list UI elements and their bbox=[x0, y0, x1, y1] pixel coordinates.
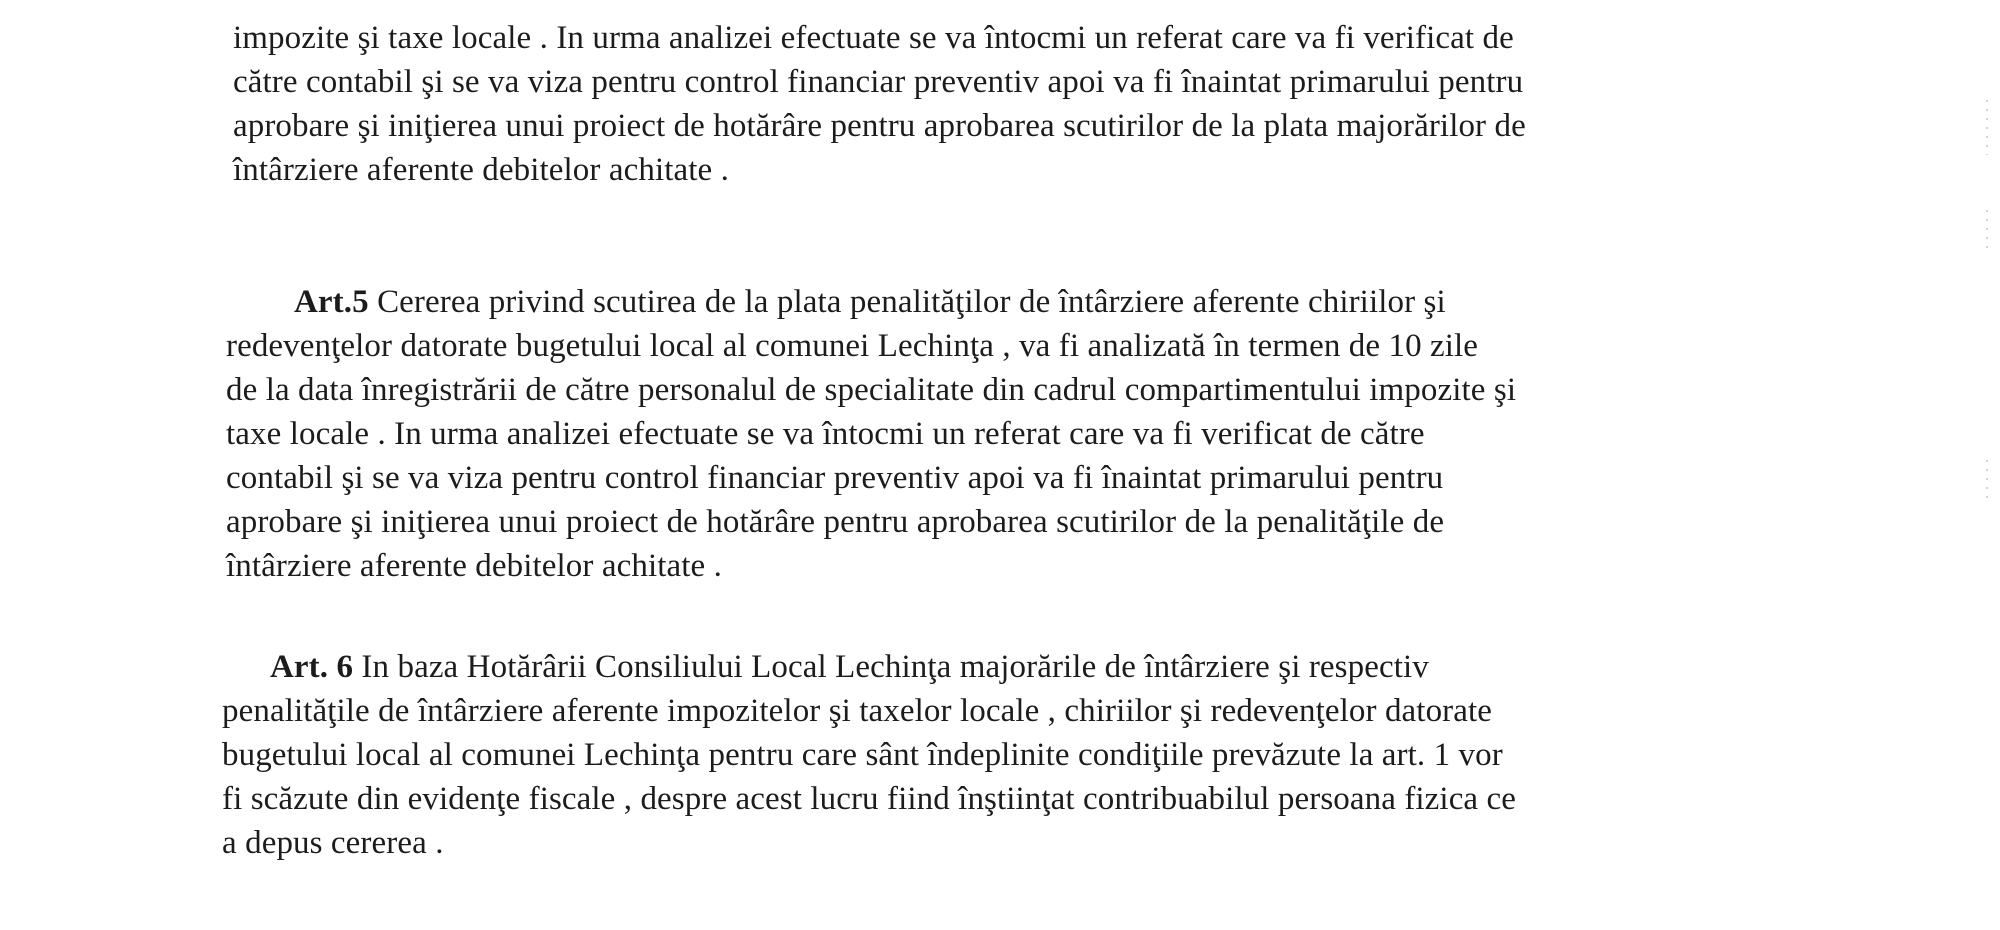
text-line: bugetului local al comunei Lechinţa pentru care sânt îndeplinite condiţiile prevăzute la art. 1 vor bbox=[222, 737, 1503, 773]
paragraph-continuation bbox=[233, 16, 1526, 192]
scan-artifact bbox=[1986, 100, 1988, 155]
scan-artifact bbox=[1986, 210, 1988, 250]
text-line: contabil şi se va viza pentru control financiar preventiv apoi va fi înaintat primarului pentru bbox=[226, 460, 1444, 496]
article-label: Art.5 bbox=[294, 284, 369, 320]
article-5-paragraph bbox=[226, 280, 1516, 588]
text-line: întârziere aferente debitelor achitate . bbox=[233, 152, 729, 188]
text-line: întârziere aferente debitelor achitate . bbox=[226, 548, 722, 584]
text-line bbox=[226, 280, 1516, 324]
article-text: Cererea privind scutirea de la plata penalităţilor de întârziere aferente chiriilor şi bbox=[368, 284, 1446, 320]
text-line bbox=[222, 645, 1516, 689]
article-6-paragraph bbox=[222, 645, 1516, 865]
text-line: a depus cererea . bbox=[222, 825, 444, 861]
text-line: către contabil şi se va viza pentru control financiar preventiv apoi va fi înaintat primarului pentru bbox=[233, 64, 1524, 100]
article-text: In baza Hotărârii Consiliului Local Lechinţa majorările de întârziere şi respectiv bbox=[353, 649, 1429, 685]
text-line: aprobare şi iniţierea unui proiect de hotărâre pentru aprobarea scutirilor de la plata majorărilor de bbox=[233, 108, 1526, 144]
text-line: penalităţile de întârziere aferente impozitelor şi taxelor locale , chiriilor şi redevenţelor datorate bbox=[222, 693, 1493, 729]
scan-artifact bbox=[1986, 460, 1988, 505]
text-line: aprobare şi iniţierea unui proiect de hotărâre pentru aprobarea scutirilor de la penalităţile de bbox=[226, 504, 1445, 540]
text-line: fi scăzute din evidenţe fiscale , despre acest lucru fiind înştiinţat contribuabilul persoana fizica ce bbox=[222, 781, 1517, 817]
text-line: taxe locale . In urma analizei efectuate se va întocmi un referat care va fi verificat de către bbox=[226, 416, 1425, 452]
text-line: impozite şi taxe locale . In urma analizei efectuate se va întocmi un referat care va fi verificat de bbox=[233, 20, 1514, 56]
article-label: Art. 6 bbox=[270, 649, 354, 685]
text-line: de la data înregistrării de către personalul de specialitate din cadrul compartimentului impozite şi bbox=[226, 372, 1517, 408]
text-line: redevenţelor datorate bugetului local al comunei Lechinţa , va fi analizată în termen de 10 zile bbox=[226, 328, 1479, 364]
